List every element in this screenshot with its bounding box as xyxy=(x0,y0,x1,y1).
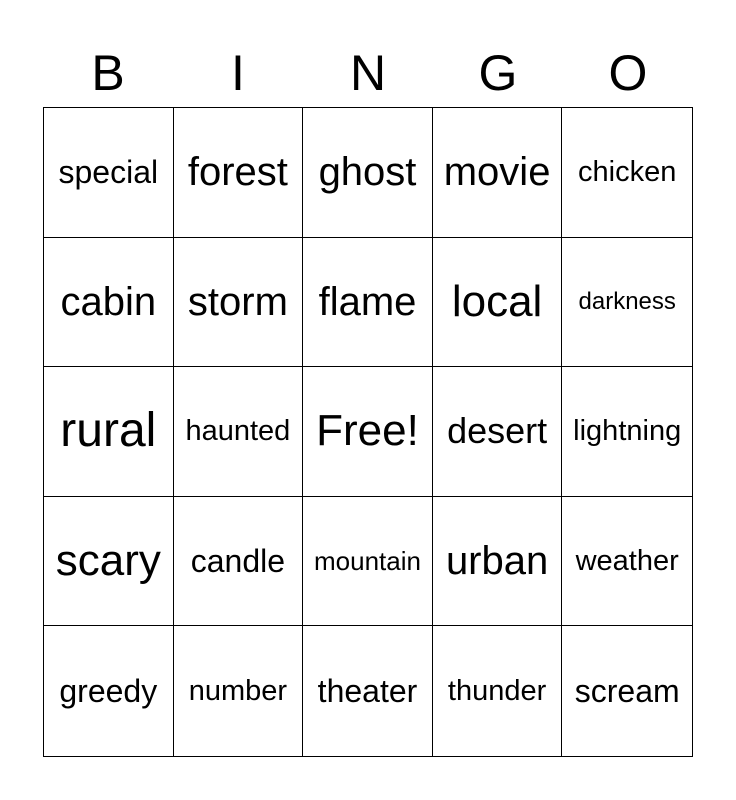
bingo-cell[interactable]: candle xyxy=(174,497,304,627)
bingo-cell[interactable]: greedy xyxy=(44,626,174,756)
bingo-cell[interactable]: scary xyxy=(44,497,174,627)
bingo-header xyxy=(43,40,693,106)
bingo-cell[interactable]: chicken xyxy=(562,108,692,238)
header-letter-i: I xyxy=(231,45,245,101)
header-letter-b: B xyxy=(91,45,125,101)
bingo-cell[interactable]: flame xyxy=(303,238,433,368)
bingo-cell[interactable]: ghost xyxy=(303,108,433,238)
bingo-cell[interactable]: cabin xyxy=(44,238,174,368)
header-letter-g: G xyxy=(478,45,518,101)
bingo-cell[interactable]: forest xyxy=(174,108,304,238)
bingo-cell[interactable]: scream xyxy=(574,673,680,710)
bingo-cell-free[interactable]: Free! xyxy=(303,367,433,497)
bingo-cell[interactable]: theater xyxy=(303,626,433,756)
bingo-cell[interactable]: thunder xyxy=(433,626,563,756)
bingo-cell[interactable]: haunted xyxy=(174,367,304,497)
bingo-cell[interactable]: mountain xyxy=(303,497,433,627)
bingo-board xyxy=(43,107,693,757)
header-letter-n: N xyxy=(349,45,387,101)
bingo-cell[interactable]: darkness xyxy=(562,238,692,368)
bingo-cell[interactable]: movie xyxy=(433,108,563,238)
header-letter-o: O xyxy=(608,45,648,101)
bingo-cell[interactable]: storm xyxy=(174,238,304,368)
bingo-cell[interactable]: number xyxy=(174,626,304,756)
bingo-cell[interactable]: urban xyxy=(433,497,563,627)
bingo-cell[interactable]: weather xyxy=(562,497,692,627)
bingo-cell[interactable]: lightning xyxy=(562,367,692,497)
bingo-cell[interactable]: local xyxy=(433,238,563,368)
bingo-cell[interactable]: rural xyxy=(44,367,174,497)
bingo-cell[interactable]: special xyxy=(44,108,174,238)
bingo-cell[interactable]: desert xyxy=(433,367,563,497)
